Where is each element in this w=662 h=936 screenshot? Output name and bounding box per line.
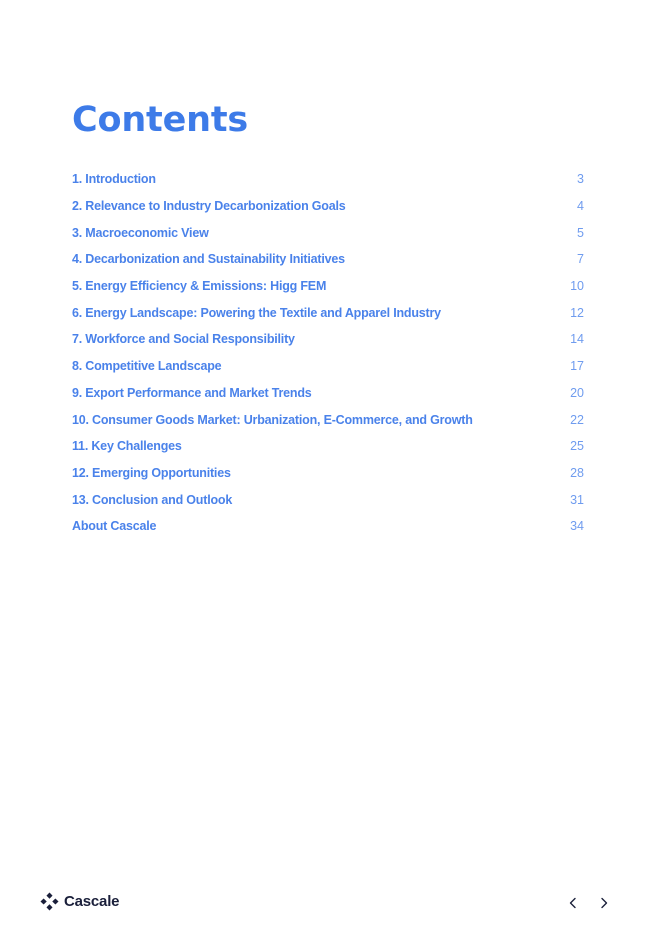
toc-entry-title: About Cascale — [72, 519, 157, 534]
toc-entry-title: 4. Decarbonization and Sustainability Initiatives — [72, 252, 345, 267]
page-title: Contents — [72, 100, 248, 140]
toc-entry-title: 8. Competitive Landscape — [72, 359, 222, 374]
previous-page-button[interactable] — [565, 895, 581, 911]
toc-entry-title: 2. Relevance to Industry Decarbonization Goals — [72, 199, 346, 214]
toc-entry-title: 7. Workforce and Social Responsibility — [72, 332, 295, 347]
toc-entry-export-performance[interactable] — [72, 380, 584, 407]
toc-entry-page-number: 3 — [577, 172, 584, 187]
toc-entry-title: 9. Export Performance and Market Trends — [72, 385, 312, 400]
chevron-left-icon — [568, 897, 578, 909]
table-of-contents — [72, 166, 584, 540]
toc-entry-title: 1. Introduction — [72, 172, 156, 187]
toc-entry-page-number: 4 — [577, 199, 584, 214]
toc-entry-title: 5. Energy Efficiency & Emissions: Higg FEM — [72, 279, 327, 294]
toc-entry-page-number: 14 — [570, 332, 584, 347]
toc-entry-page-number: 7 — [577, 252, 584, 267]
brand-name: Cascale — [64, 893, 120, 910]
toc-entry-page-number: 5 — [577, 225, 584, 240]
toc-entry-macroeconomic[interactable] — [72, 219, 584, 246]
toc-entry-page-number: 22 — [570, 412, 584, 427]
toc-entry-competitive-landscape[interactable] — [72, 353, 584, 380]
next-page-button[interactable] — [596, 895, 612, 911]
toc-entry-workforce[interactable] — [72, 326, 584, 353]
footer-logo — [40, 892, 119, 911]
toc-entry-page-number: 34 — [570, 519, 584, 534]
toc-entry-title: 10. Consumer Goods Market: Urbanization, E-Commerce, and Growth — [72, 412, 473, 427]
toc-entry-energy-efficiency[interactable] — [72, 273, 584, 300]
toc-entry-title: 6. Energy Landscape: Powering the Textile and Apparel Industry — [72, 305, 441, 320]
toc-entry-consumer-goods[interactable] — [72, 406, 584, 433]
toc-entry-emerging-opportunities[interactable] — [72, 460, 584, 487]
chevron-right-icon — [599, 897, 609, 909]
toc-entry-page-number: 25 — [570, 439, 584, 454]
toc-entry-page-number: 31 — [570, 492, 584, 507]
toc-entry-relevance[interactable] — [72, 193, 584, 220]
toc-entry-key-challenges[interactable] — [72, 433, 584, 460]
toc-entry-page-number: 10 — [570, 279, 584, 294]
toc-entry-page-number: 12 — [570, 305, 584, 320]
toc-entry-page-number: 28 — [570, 465, 584, 480]
toc-entry-decarbonization[interactable] — [72, 246, 584, 273]
toc-entry-about-cascale[interactable] — [72, 513, 584, 540]
toc-entry-title: 3. Macroeconomic View — [72, 225, 209, 240]
toc-entry-introduction[interactable] — [72, 166, 584, 193]
toc-entry-page-number: 17 — [570, 359, 584, 374]
toc-entry-title: 12. Emerging Opportunities — [72, 465, 231, 480]
toc-entry-conclusion[interactable] — [72, 486, 584, 513]
toc-entry-energy-landscape[interactable] — [72, 299, 584, 326]
toc-entry-title: 11. Key Challenges — [72, 439, 182, 454]
cascale-logo-icon — [40, 892, 59, 911]
toc-entry-page-number: 20 — [570, 385, 584, 400]
toc-entry-title: 13. Conclusion and Outlook — [72, 492, 233, 507]
